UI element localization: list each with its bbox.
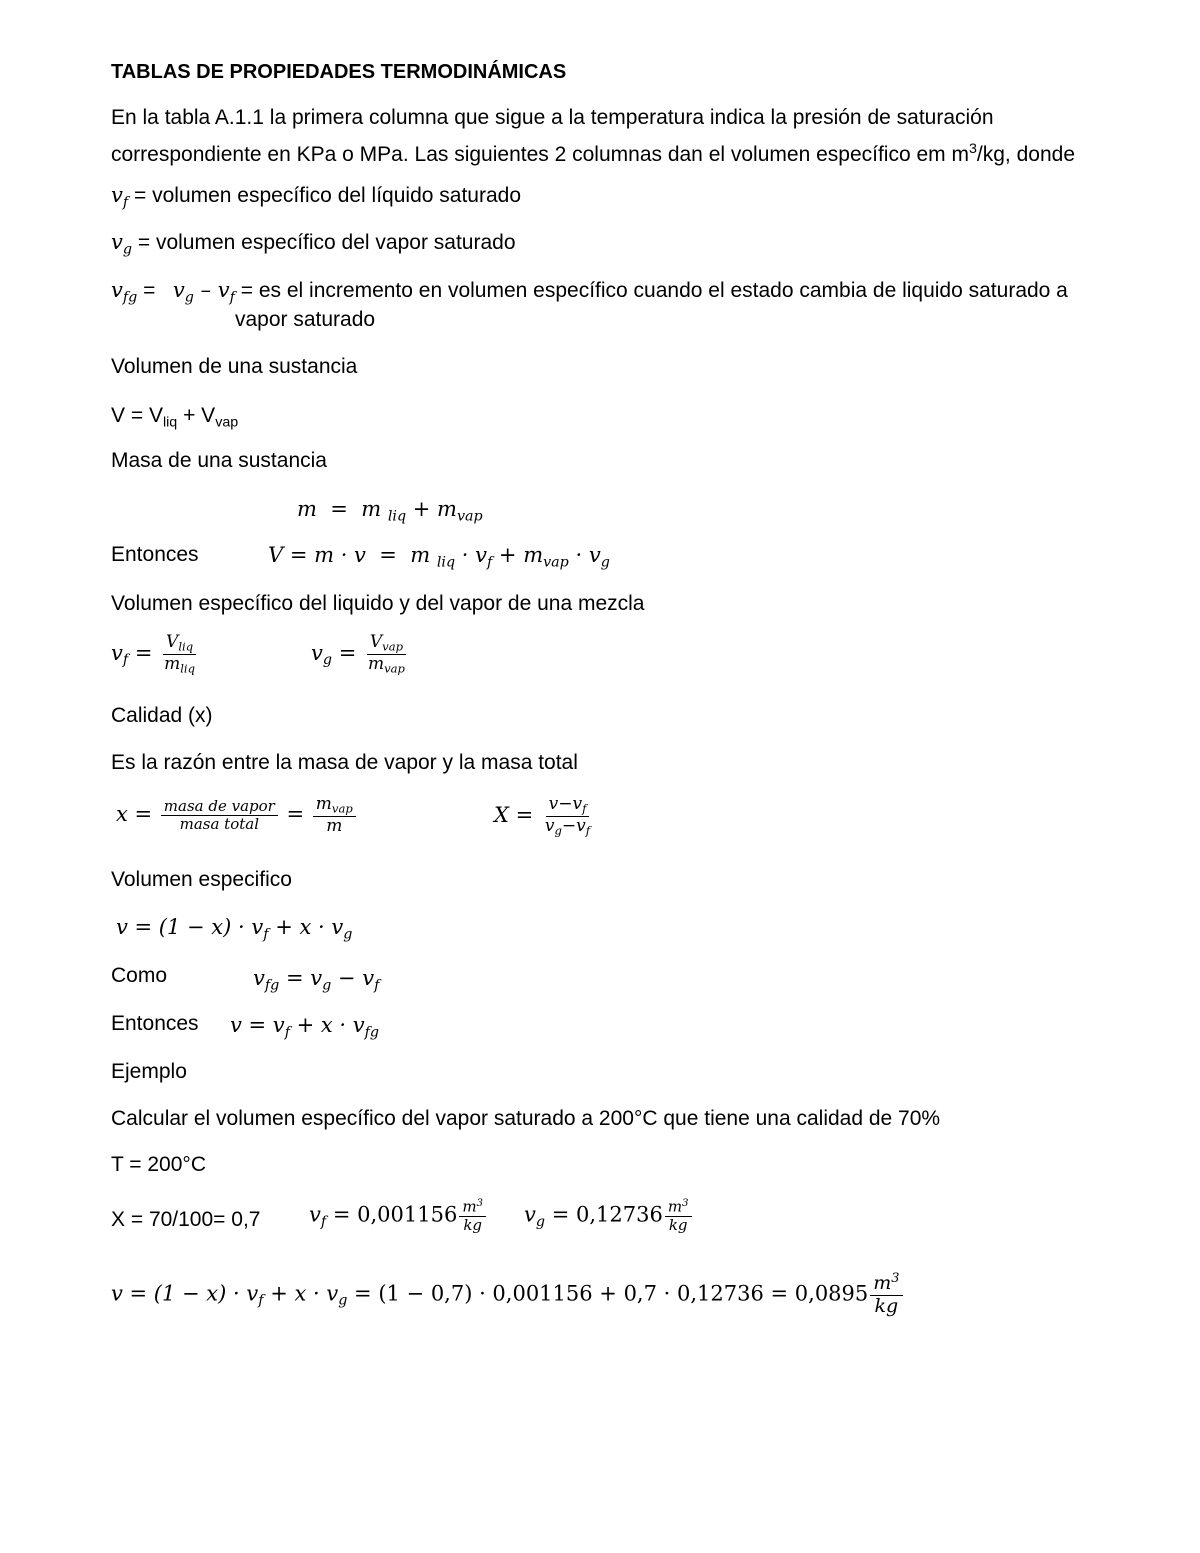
definition-vf xyxy=(111,182,521,215)
definition-vfg-continuation: vapor saturado xyxy=(235,308,376,331)
symbol-vg: $v_g$ xyxy=(111,230,133,258)
symbol-vg-minus-vf: $v_g - v_f$ xyxy=(172,278,235,306)
intro-line-2-a: correspondiente en KPa o MPa. Las siguientes 2 columnas dan el volumen específico em m xyxy=(111,142,969,166)
symbol-vfg: $v_{fg}$ xyxy=(111,278,138,306)
intro-line-2-sup: 3 xyxy=(968,141,977,157)
heading-masa-sustancia: Masa de una sustancia xyxy=(111,449,327,472)
fraction-v-vf: $\frac{v-v_f}{v_g-v_f}$ xyxy=(544,794,591,838)
equation-vg-fraction: $v_g$ = $\frac{V_{vap}}{m_{vap}}$ xyxy=(311,633,410,676)
equation-specific-volume: $v = (1 - x) \cdot v_f + x \cdot v_g$ xyxy=(116,915,353,943)
equation-vf-fraction: $v_f$ = $\frac{V_{liq}}{m_{liq}}$ xyxy=(111,633,200,676)
equation-volume-sum: $V = V_{liq} + V_{vap}$ xyxy=(111,404,239,431)
fraction-vvap-mvap: $\frac{V_{vap}}{m_{vap}}$ xyxy=(367,632,405,676)
definition-vfg-text: = es el incremento en volumen específico cuando el estado cambia de liquido saturado a xyxy=(240,279,1068,302)
equation-quality-mass: x = $\frac{\text{masa de vapor}}{\text{masa total}}$ = $\frac{m_{vap}}{m}$ xyxy=(116,795,358,836)
text-temperatura: T = 200°C xyxy=(111,1153,206,1176)
symbol-vf: $v_f$ xyxy=(111,183,129,211)
text-problema: Calcular el volumen específico del vapor saturado a 200°C que tiene una calidad de 70% xyxy=(111,1107,941,1130)
definition-vfg: $v_{fg} = v_g - v_f$ = es el incremento en volumen específico cuando el estado cambia de liquido saturado a xyxy=(111,278,1068,306)
heading-ejemplo: Ejemplo xyxy=(111,1060,187,1083)
entonces-line-2: Entonces xyxy=(111,1012,199,1035)
heading-volumen-mezcla: Volumen específico del liquido y del vapor de una mezcla xyxy=(111,592,645,615)
result-expression: (1 − 0,7) · 0,001156 + 0,7 · 0,12736 = 0,0895 xyxy=(378,1281,869,1306)
vg-value: 0,12736 xyxy=(575,1202,663,1227)
fraction-vliq-mliq: $\frac{V_{liq}}{m_{liq}}$ xyxy=(164,632,196,676)
intro-line-2 xyxy=(111,136,1075,168)
heading-volumen-sustancia: Volumen de una sustancia xyxy=(111,355,358,378)
equation-vf-value: $v_f = 0,001156$ $\frac{m^3}{kg}$ xyxy=(309,1198,488,1235)
equation-mass-sum: m = m $_{liq} + m_{vap}$ xyxy=(297,497,483,525)
intro-line-2-b: /kg, donde xyxy=(976,142,1076,166)
equation-v-vf-vfg: $v = v_f + x \cdot v_{fg}$ xyxy=(230,1013,380,1041)
definition-vf-text: = volumen específico del líquido saturado xyxy=(134,184,521,207)
fraction-mvap-m: $\frac{m_{vap}}{m}$ xyxy=(313,795,356,836)
heading-volumen-especifico: Volumen especifico xyxy=(111,868,292,891)
definition-vg xyxy=(111,229,516,262)
fraction-masa-total: masa total xyxy=(179,815,260,834)
equation-quality-volume: X = $\frac{v-v_f}{v_g-v_f}$ xyxy=(494,795,595,838)
text-calidad-valor: X = 70/100= 0,7 xyxy=(111,1208,261,1231)
fraction-masa xyxy=(161,798,278,834)
heading-calidad: Calidad (x) xyxy=(111,704,213,727)
equation-vfg: $v_{fg} = v_g - v_f$ xyxy=(253,966,380,994)
equation-vg-value: $v_g = 0,12736$ $\frac{m^3}{kg}$ xyxy=(524,1198,694,1235)
unit-m3-kg-1: $\frac{m^3}{kg}$ xyxy=(459,1198,486,1234)
page-title: TABLAS DE PROPIEDADES TERMODINÁMICAS xyxy=(111,61,567,83)
intro-line-1: En la tabla A.1.1 la primera columna que sigue a la temperatura indica la presión de saturación xyxy=(111,106,994,129)
unit-m3-kg-3: $\frac{m^3}{kg}$ xyxy=(870,1272,902,1318)
vf-value: 0,001156 xyxy=(357,1202,458,1227)
entonces-line-1: Entonces xyxy=(111,543,199,566)
fraction-masa-vapor: masa de vapor xyxy=(161,798,278,816)
text-como: Como xyxy=(111,964,168,987)
equation-result: $v = (1 - x) \cdot v_f + x \cdot v_g = (1 - 0,7) \cdot 0,001156 + 0,7 \cdot 0,12736 = 0,0895$ $\frac{m^3}{kg}$ xyxy=(111,1272,905,1318)
equation-volume-mass: V = m · v = m $_{liq} \cdot v_f + m_{vap} \cdot v_g$ xyxy=(268,543,610,571)
text-razon: Es la razón entre la masa de vapor y la masa total xyxy=(111,751,578,774)
definition-vg-text: = volumen específico del vapor saturado xyxy=(137,231,516,254)
unit-m3-kg-2: $\frac{m^3}{kg}$ xyxy=(665,1198,692,1234)
